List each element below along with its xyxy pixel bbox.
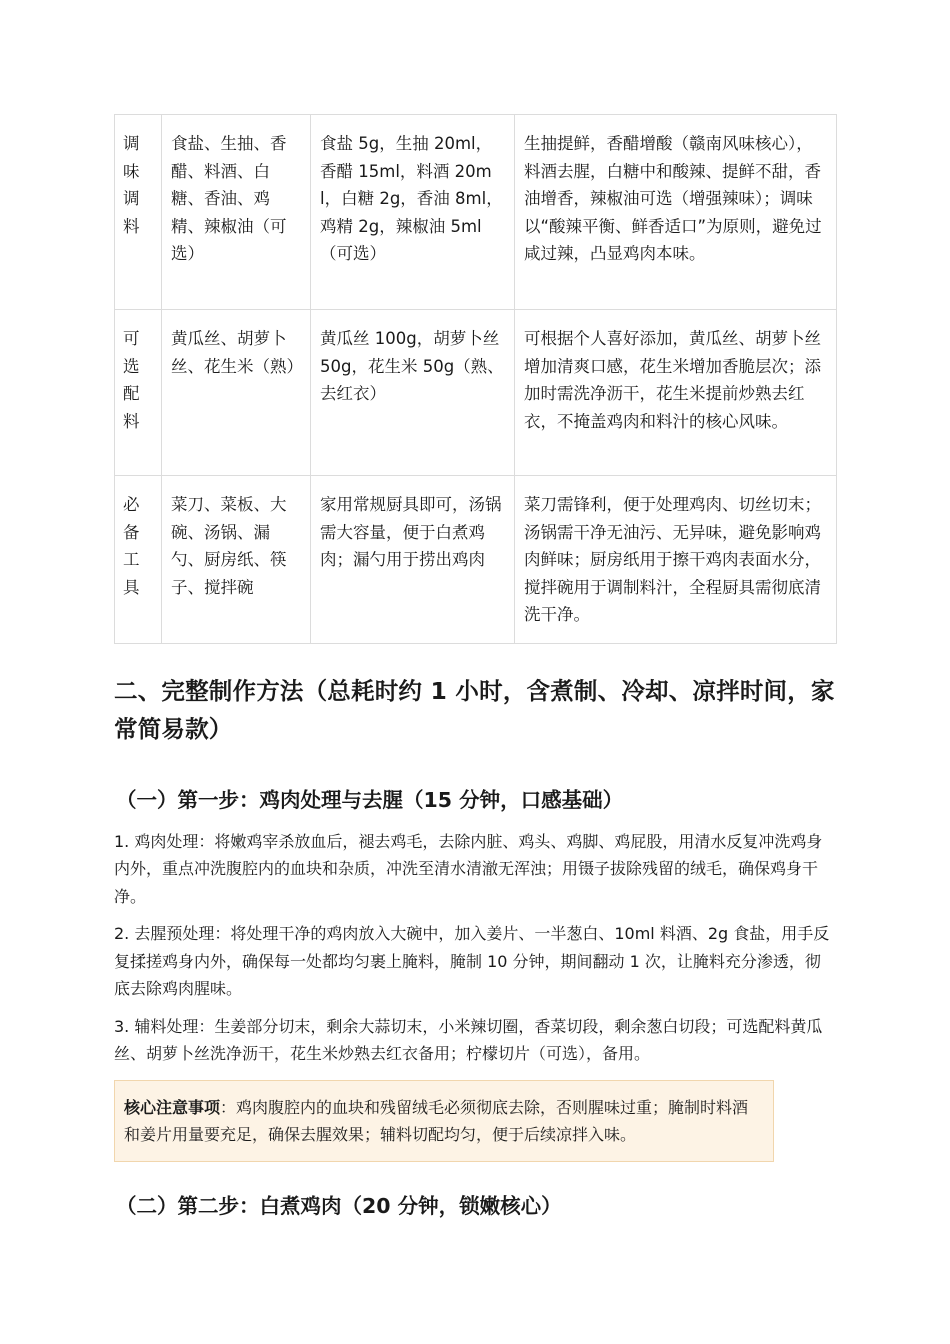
step1-title: （一）第一步：鸡肉处理与去腥（15 分钟，口感基础）: [116, 787, 624, 812]
section-title: 二、完整制作方法（总耗时约 1 小时，含煮制、冷却、凉拌时间，家常简易款）: [114, 676, 835, 743]
note-text: ：鸡肉腹腔内的血块和残留绒毛必须彻底去除，否则腥味过重；腌制时料酒和姜片用量要充足，确保去腥效果；辅料切配均匀，便于后续凉拌入味。: [124, 1097, 749, 1144]
step2-title: （二）第二步：白煮鸡肉（20 分钟，锁嫩核心）: [116, 1193, 562, 1218]
list-item: 3. 辅料处理：生姜部分切末，剩余大蒜切末，小米辣切圈，香菜切段，剩余葱白切段；可选配料黄瓜丝、胡萝卜丝洗净沥干，花生米炒熟去红衣备用；柠檬切片（可选），备用。: [114, 1016, 823, 1063]
amount-cell: 家用常规厨具即可，汤锅需大容量，便于白煮鸡肉；漏勺用于捞出鸡肉: [311, 476, 515, 644]
items-cell: 黄瓜丝、胡萝卜丝、花生米（熟）: [162, 310, 311, 476]
key-notes-box: [114, 1080, 774, 1162]
step1-list: [114, 828, 836, 1068]
table-row: [115, 115, 837, 310]
category-cell: 可选配料: [115, 310, 162, 476]
ingredients-table: [114, 114, 837, 644]
amount-cell: 食盐 5g，生抽 20ml，香醋 15ml，料酒 20ml，白糖 2g，香油 8ml，鸡精 2g，辣椒油 5ml（可选）: [311, 115, 515, 310]
note-cell: 生抽提鲜，香醋增酸（赣南风味核心），料酒去腥，白糖中和酸辣、提鲜不甜，香油增香，辣椒油可选（增强辣味）；调味以“酸辣平衡、鲜香适口”为原则，避免过咸过辣，凸显鸡肉本味。: [515, 115, 837, 310]
list-item: 1. 鸡肉处理：将嫩鸡宰杀放血后，褪去鸡毛，去除内脏、鸡头、鸡脚、鸡屁股，用清水反复冲洗鸡身内外，重点冲洗腹腔内的血块和杂质，冲洗至清水清澈无浑浊；用镊子拔除残留的绒毛，确保鸡身干净。: [114, 831, 823, 906]
table-row: [115, 476, 837, 644]
note-cell: 可根据个人喜好添加，黄瓜丝、胡萝卜丝增加清爽口感，花生米增加香脆层次；添加时需洗净沥干，花生米提前炒熟去红衣，不掩盖鸡肉和料汁的核心风味。: [515, 310, 837, 476]
note-cell: 菜刀需锋利，便于处理鸡肉、切丝切末；汤锅需干净无油污、无异味，避免影响鸡肉鲜味；厨房纸用于擦干鸡肉表面水分，搅拌碗用于调制料汁，全程厨具需彻底清洗干净。: [515, 476, 837, 644]
category-cell: 必备工具: [115, 476, 162, 644]
document-page: [114, 114, 836, 1222]
items-cell: 菜刀、菜板、大碗、汤锅、漏勺、厨房纸、筷子、搅拌碗: [162, 476, 311, 644]
items-cell: 食盐、生抽、香醋、料酒、白糖、香油、鸡精、辣椒油（可选）: [162, 115, 311, 310]
category-cell: 调味调料: [115, 115, 162, 310]
list-item: 2. 去腥预处理：将处理干净的鸡肉放入大碗中，加入姜片、一半葱白、10ml 料酒、2g 食盐，用手反复揉搓鸡身内外，确保每一处都均匀裹上腌料，腌制 10 分钟，期间翻动 1 次，让腌料充分渗透，彻底去除鸡肉腥味。: [114, 924, 830, 998]
amount-cell: 黄瓜丝 100g，胡萝卜丝 50g，花生米 50g（熟、去红衣）: [311, 310, 515, 476]
table-row: [115, 310, 837, 476]
note-label: 核心注意事项: [124, 1097, 221, 1117]
